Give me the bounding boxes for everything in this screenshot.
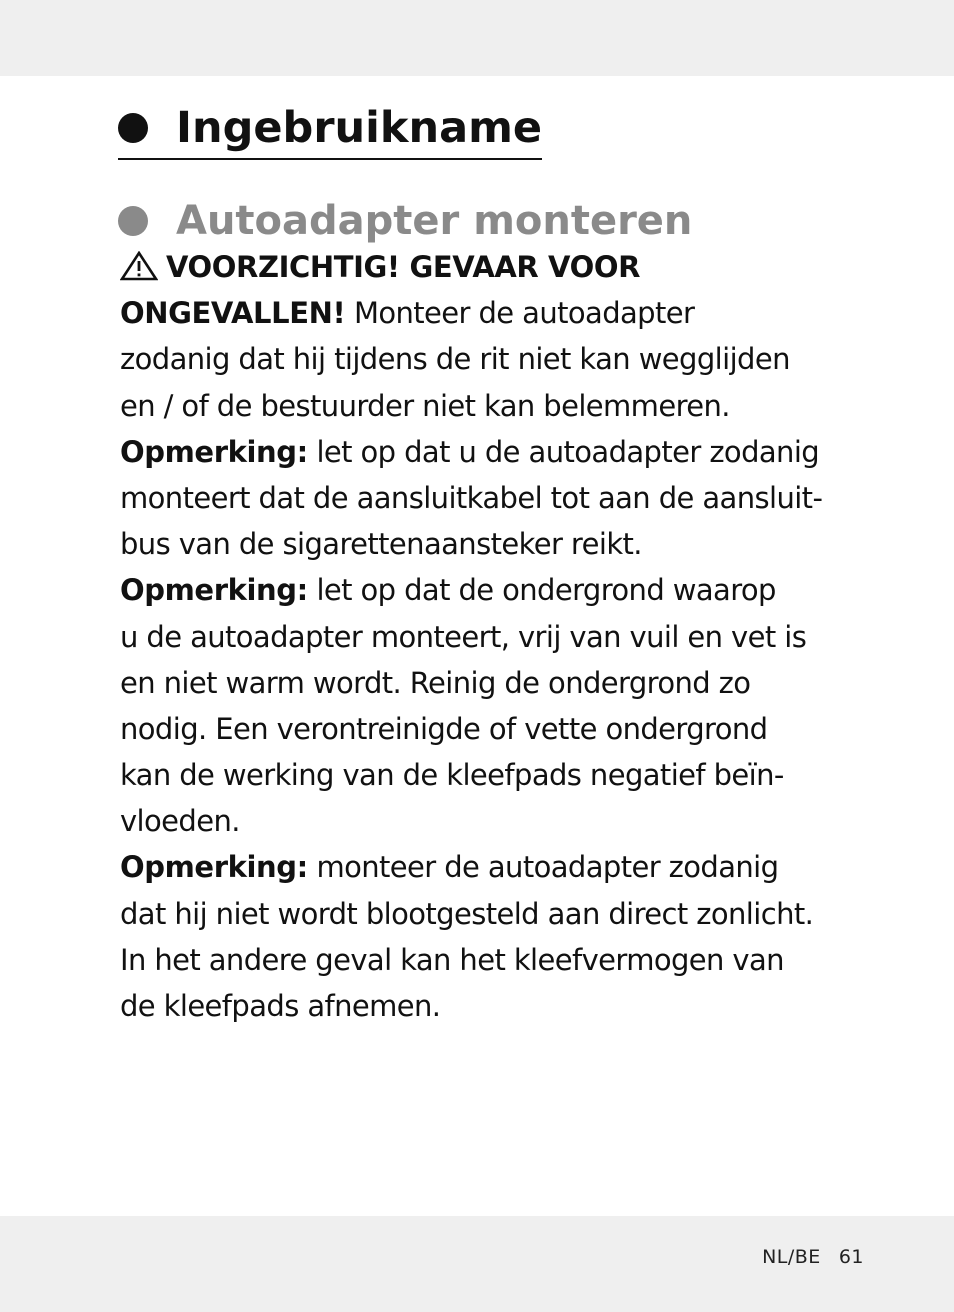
page-footer xyxy=(762,1246,864,1268)
warning-triangle-icon xyxy=(120,251,158,281)
warning-line xyxy=(120,290,840,336)
warning-label: VOORZICHTIG! GEVAAR VOOR xyxy=(166,250,641,284)
note-text: de kleefpads afnemen. xyxy=(120,989,441,1023)
section-heading xyxy=(118,100,542,160)
note-line xyxy=(120,567,840,613)
top-band xyxy=(0,0,954,76)
note-text: monteert dat de aansluitkabel tot aan de aansluit- xyxy=(120,480,823,515)
note-line xyxy=(120,844,840,890)
note-text: vloeden. xyxy=(120,804,240,839)
note-text: bus van de sigarettenaansteker reikt. xyxy=(120,527,642,562)
note-label: Opmerking: xyxy=(120,850,308,885)
note-line xyxy=(120,429,840,475)
bullet-icon xyxy=(118,206,148,236)
note-text: In het andere geval kan het kleefvermogen van xyxy=(120,942,784,977)
page-number: 61 xyxy=(838,1246,864,1268)
note-text: kan de werking van de kleefpads negatief beïn- xyxy=(120,758,784,793)
warning-text: zodanig dat hij tijdens de rit niet kan wegglijden xyxy=(120,342,790,377)
warning-text: en / of de bestuurder niet kan belemmeren. xyxy=(120,388,730,423)
note-text: monteer de autoadapter zodanig xyxy=(307,850,779,885)
warning-line xyxy=(120,244,840,290)
note-text: en niet warm wordt. Reinig de ondergrond zo xyxy=(120,665,751,700)
note-text: nodig. Een verontreinigde of vette ondergrond xyxy=(120,711,768,746)
locale-label: NL/BE xyxy=(762,1246,821,1268)
subsection-title: Autoadapter monteren xyxy=(176,198,693,244)
bullet-icon xyxy=(118,113,148,143)
note-label: Opmerking: xyxy=(120,434,308,469)
note-text: u de autoadapter monteert, vrij van vuil en vet is xyxy=(120,619,807,654)
subsection-heading xyxy=(118,193,692,249)
section-title: Ingebruikname xyxy=(176,103,543,153)
note-label: Opmerking: xyxy=(120,573,308,608)
note-text: let op dat de ondergrond waarop xyxy=(307,573,776,608)
warning-text: Monteer de autoadapter xyxy=(345,296,695,331)
note-text: let op dat u de autoadapter zodanig xyxy=(307,434,820,469)
warning-label: ONGEVALLEN! xyxy=(120,296,346,331)
body-text xyxy=(120,244,840,1029)
note-text: dat hij niet wordt blootgesteld aan direct zonlicht. xyxy=(120,896,814,931)
